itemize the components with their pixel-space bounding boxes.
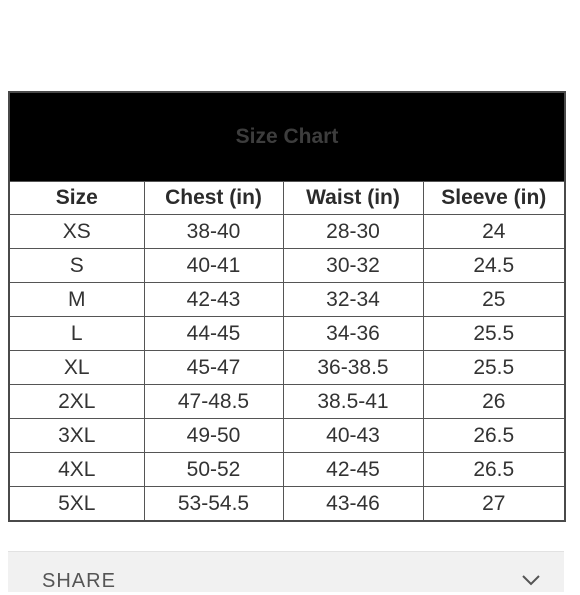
cell-chest: 42-43: [144, 283, 283, 317]
cell-waist: 28-30: [283, 215, 423, 249]
table-row: [9, 487, 565, 522]
size-chart-title: Size Chart: [9, 92, 565, 182]
cell-chest: 40-41: [144, 249, 283, 283]
cell-size: M: [9, 283, 144, 317]
header-chest: Chest (in): [144, 182, 283, 215]
table-row: [9, 453, 565, 487]
header-sleeve: Sleeve (in): [423, 182, 565, 215]
cell-waist: 38.5-41: [283, 385, 423, 419]
cell-chest: 44-45: [144, 317, 283, 351]
cell-waist: 34-36: [283, 317, 423, 351]
table-row: [9, 317, 565, 351]
cell-sleeve: 26.5: [423, 419, 565, 453]
cell-waist: 43-46: [283, 487, 423, 522]
table-row: [9, 283, 565, 317]
cell-sleeve: 26: [423, 385, 565, 419]
cell-chest: 38-40: [144, 215, 283, 249]
cell-sleeve: 25.5: [423, 317, 565, 351]
cell-sleeve: 24.5: [423, 249, 565, 283]
title-row: [9, 92, 565, 182]
chevron-down-icon[interactable]: [520, 570, 542, 590]
header-waist: Waist (in): [283, 182, 423, 215]
chevron-down-icon-graphic: [520, 570, 542, 590]
cell-size: XL: [9, 351, 144, 385]
cell-sleeve: 26.5: [423, 453, 565, 487]
header-size: Size: [9, 182, 144, 215]
cell-size: S: [9, 249, 144, 283]
cell-chest: 45-47: [144, 351, 283, 385]
cell-size: 5XL: [9, 487, 144, 522]
size-chart-table: [8, 91, 566, 522]
cell-size: 2XL: [9, 385, 144, 419]
table-row: [9, 419, 565, 453]
cell-chest: 53-54.5: [144, 487, 283, 522]
cell-sleeve: 25.5: [423, 351, 565, 385]
cell-size: 3XL: [9, 419, 144, 453]
header-row: [9, 182, 565, 215]
cell-chest: 49-50: [144, 419, 283, 453]
cell-waist: 32-34: [283, 283, 423, 317]
table-row: [9, 351, 565, 385]
cell-sleeve: 27: [423, 487, 565, 522]
share-section[interactable]: [8, 551, 564, 592]
table-row: [9, 249, 565, 283]
cell-size: 4XL: [9, 453, 144, 487]
cell-size: L: [9, 317, 144, 351]
cell-chest: 47-48.5: [144, 385, 283, 419]
cell-chest: 50-52: [144, 453, 283, 487]
cell-sleeve: 25: [423, 283, 565, 317]
cell-sleeve: 24: [423, 215, 565, 249]
cell-waist: 42-45: [283, 453, 423, 487]
table-row: [9, 215, 565, 249]
share-label: SHARE: [42, 570, 116, 592]
cell-size: XS: [9, 215, 144, 249]
cell-waist: 40-43: [283, 419, 423, 453]
cell-waist: 30-32: [283, 249, 423, 283]
table-row: [9, 385, 565, 419]
cell-waist: 36-38.5: [283, 351, 423, 385]
